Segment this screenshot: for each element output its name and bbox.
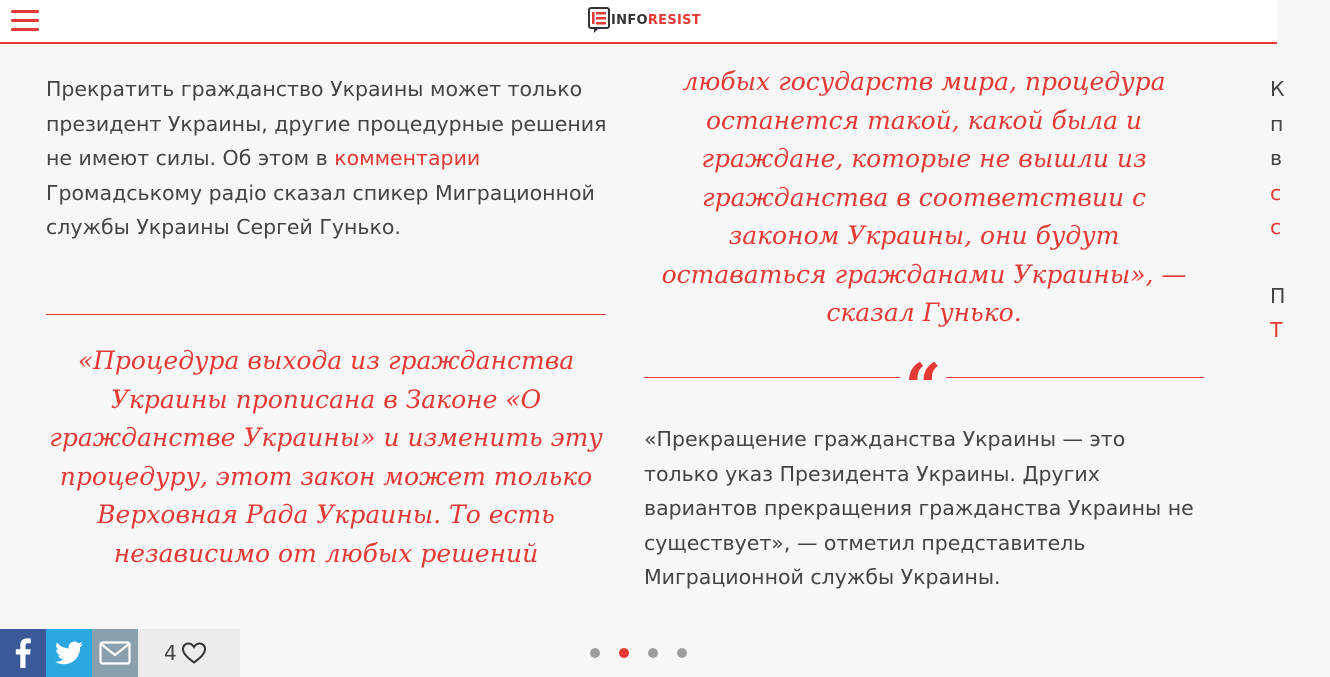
pagination-dot[interactable] [648, 648, 658, 658]
pull-quote-continued: любых государств мира, процедура останется такой, какой была и граждане, которые не вышли из гражданства в соответствии с законом Украины, они будут оставаться гражданами Украины», — сказал Гунько. [661, 67, 1187, 327]
slide-2-text [644, 422, 1204, 595]
pull-quote: «Процедура выхода из гражданства Украины прописана в Законе «О гражданстве Украины» и изменить эту процедуру, этот закон может только Верховная Рада Украины. То есть независимо от любых решений [49, 346, 603, 568]
peek-line: в [1270, 146, 1283, 170]
peek-line: п [1270, 111, 1284, 136]
slide-1 [46, 72, 616, 245]
mail-icon [99, 641, 131, 665]
logo-text-info: INFO [611, 12, 648, 28]
pagination-dot[interactable] [677, 648, 687, 658]
like-count: 4 [164, 641, 177, 665]
twitter-icon [55, 641, 83, 665]
paragraph-text-continued: Громадському радіо сказал спикер Миграционной службы Украины Сергей Гунько. [46, 180, 595, 239]
email-share-button[interactable] [92, 629, 138, 677]
slide-2 [644, 63, 1204, 333]
article-paragraph [46, 72, 616, 245]
comment-link[interactable]: комментарии [334, 146, 481, 170]
quote-divider [46, 314, 606, 315]
logo-text-resist: RESIST [647, 12, 701, 28]
heart-icon [181, 642, 207, 664]
logo-mark-icon [588, 7, 610, 33]
top-header [0, 0, 1277, 44]
pagination-dot[interactable] [590, 648, 600, 658]
facebook-icon [15, 638, 31, 668]
peek-line: с [1270, 215, 1282, 239]
peek-line: с [1270, 180, 1282, 205]
hamburger-menu-icon[interactable] [11, 10, 39, 32]
carousel-pagination [590, 648, 706, 658]
facebook-share-button[interactable] [0, 629, 46, 677]
peek-line: К [1270, 77, 1285, 101]
slide-1-quote [46, 342, 606, 573]
share-bar [0, 629, 240, 677]
peek-line: Т [1270, 318, 1283, 342]
paragraph-text: Прекратить гражданство Украины может только президент Украины, другие процедурные решения не имеют силы. Об этом в [46, 77, 607, 170]
article-paragraph: «Прекращение гражданства Украины — это только указ Президента Украины. Других вариантов прекращения гражданства Украины не существует», — отметил представитель Миграционной службы Украины. [644, 427, 1194, 589]
site-logo[interactable] [588, 6, 701, 34]
peek-line: П [1270, 283, 1286, 308]
quotation-mark-icon: “ [900, 352, 946, 408]
slide-3-peek [1270, 72, 1330, 348]
pagination-dot-active[interactable] [619, 648, 629, 658]
like-button[interactable] [138, 629, 240, 677]
twitter-share-button[interactable] [46, 629, 92, 677]
